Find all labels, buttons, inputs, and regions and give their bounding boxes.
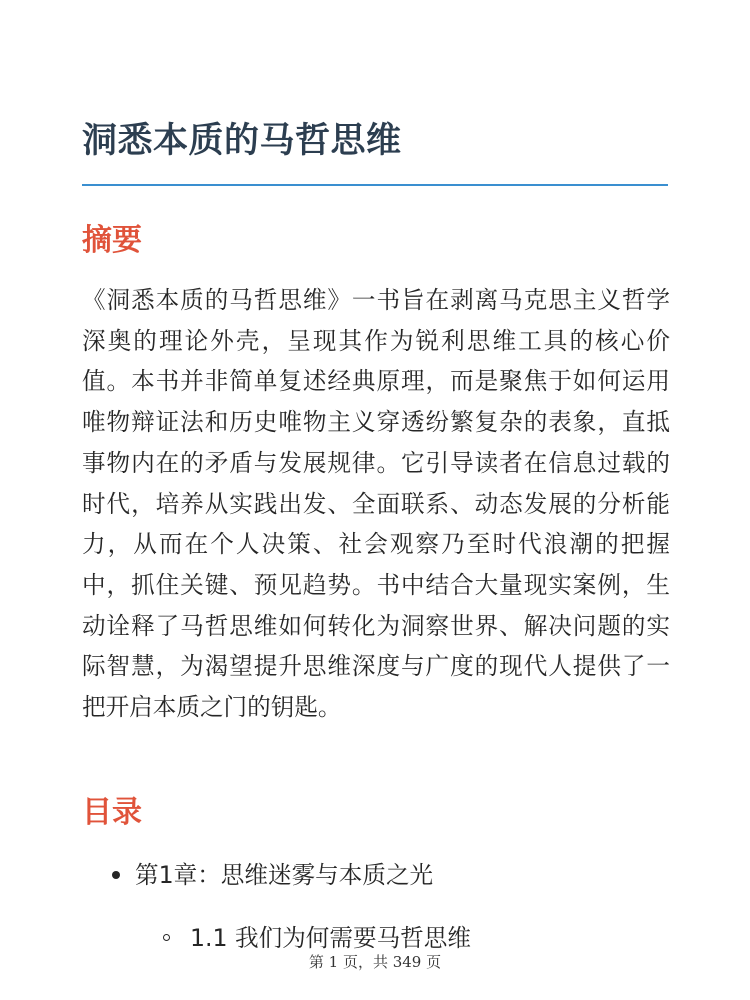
document-title: 洞悉本质的马哲思维 bbox=[82, 121, 402, 161]
toc-list bbox=[82, 852, 668, 962]
abstract-heading: 摘要 bbox=[82, 223, 142, 258]
abstract-paragraph: 《洞悉本质的马哲思维》一书旨在剥离马克思主义哲学深奥的理论外壳，呈现其作为锐利思维工具的核心价值。本书并非简单复述经典原理，而是聚焦于如何运用唯物辩证法和历史唯物主义穿透纷繁复杂的表象，直抵事物内在的矛盾与发展规律。它引导读者在信息过载的时代，培养从实践出发、全面联系、动态发展的分析能力，从而在个人决策、社会观察乃至时代浪潮的把握中，抓住关键、预见趋势。书中结合大量现实案例，生动诠释了马哲思维如何转化为洞察世界、解决问题的实际智慧，为渴望提升思维深度与广度的现代人提供了一把开启本质之门的钥匙。 bbox=[82, 286, 670, 722]
toc-chapter-item[interactable] bbox=[82, 852, 668, 904]
bullet-circle-icon bbox=[163, 934, 170, 941]
toc-heading: 目录 bbox=[82, 795, 142, 830]
page-number-footer: 第 1 页，共 349 页 bbox=[308, 953, 442, 971]
toc-chapter-label: 第1章：思维迷雾与本质之光 bbox=[135, 861, 434, 889]
toc-section-label: 1.1 我们为何需要马哲思维 bbox=[190, 924, 471, 952]
bullet-dot-icon bbox=[112, 871, 120, 879]
title-divider bbox=[82, 184, 668, 186]
